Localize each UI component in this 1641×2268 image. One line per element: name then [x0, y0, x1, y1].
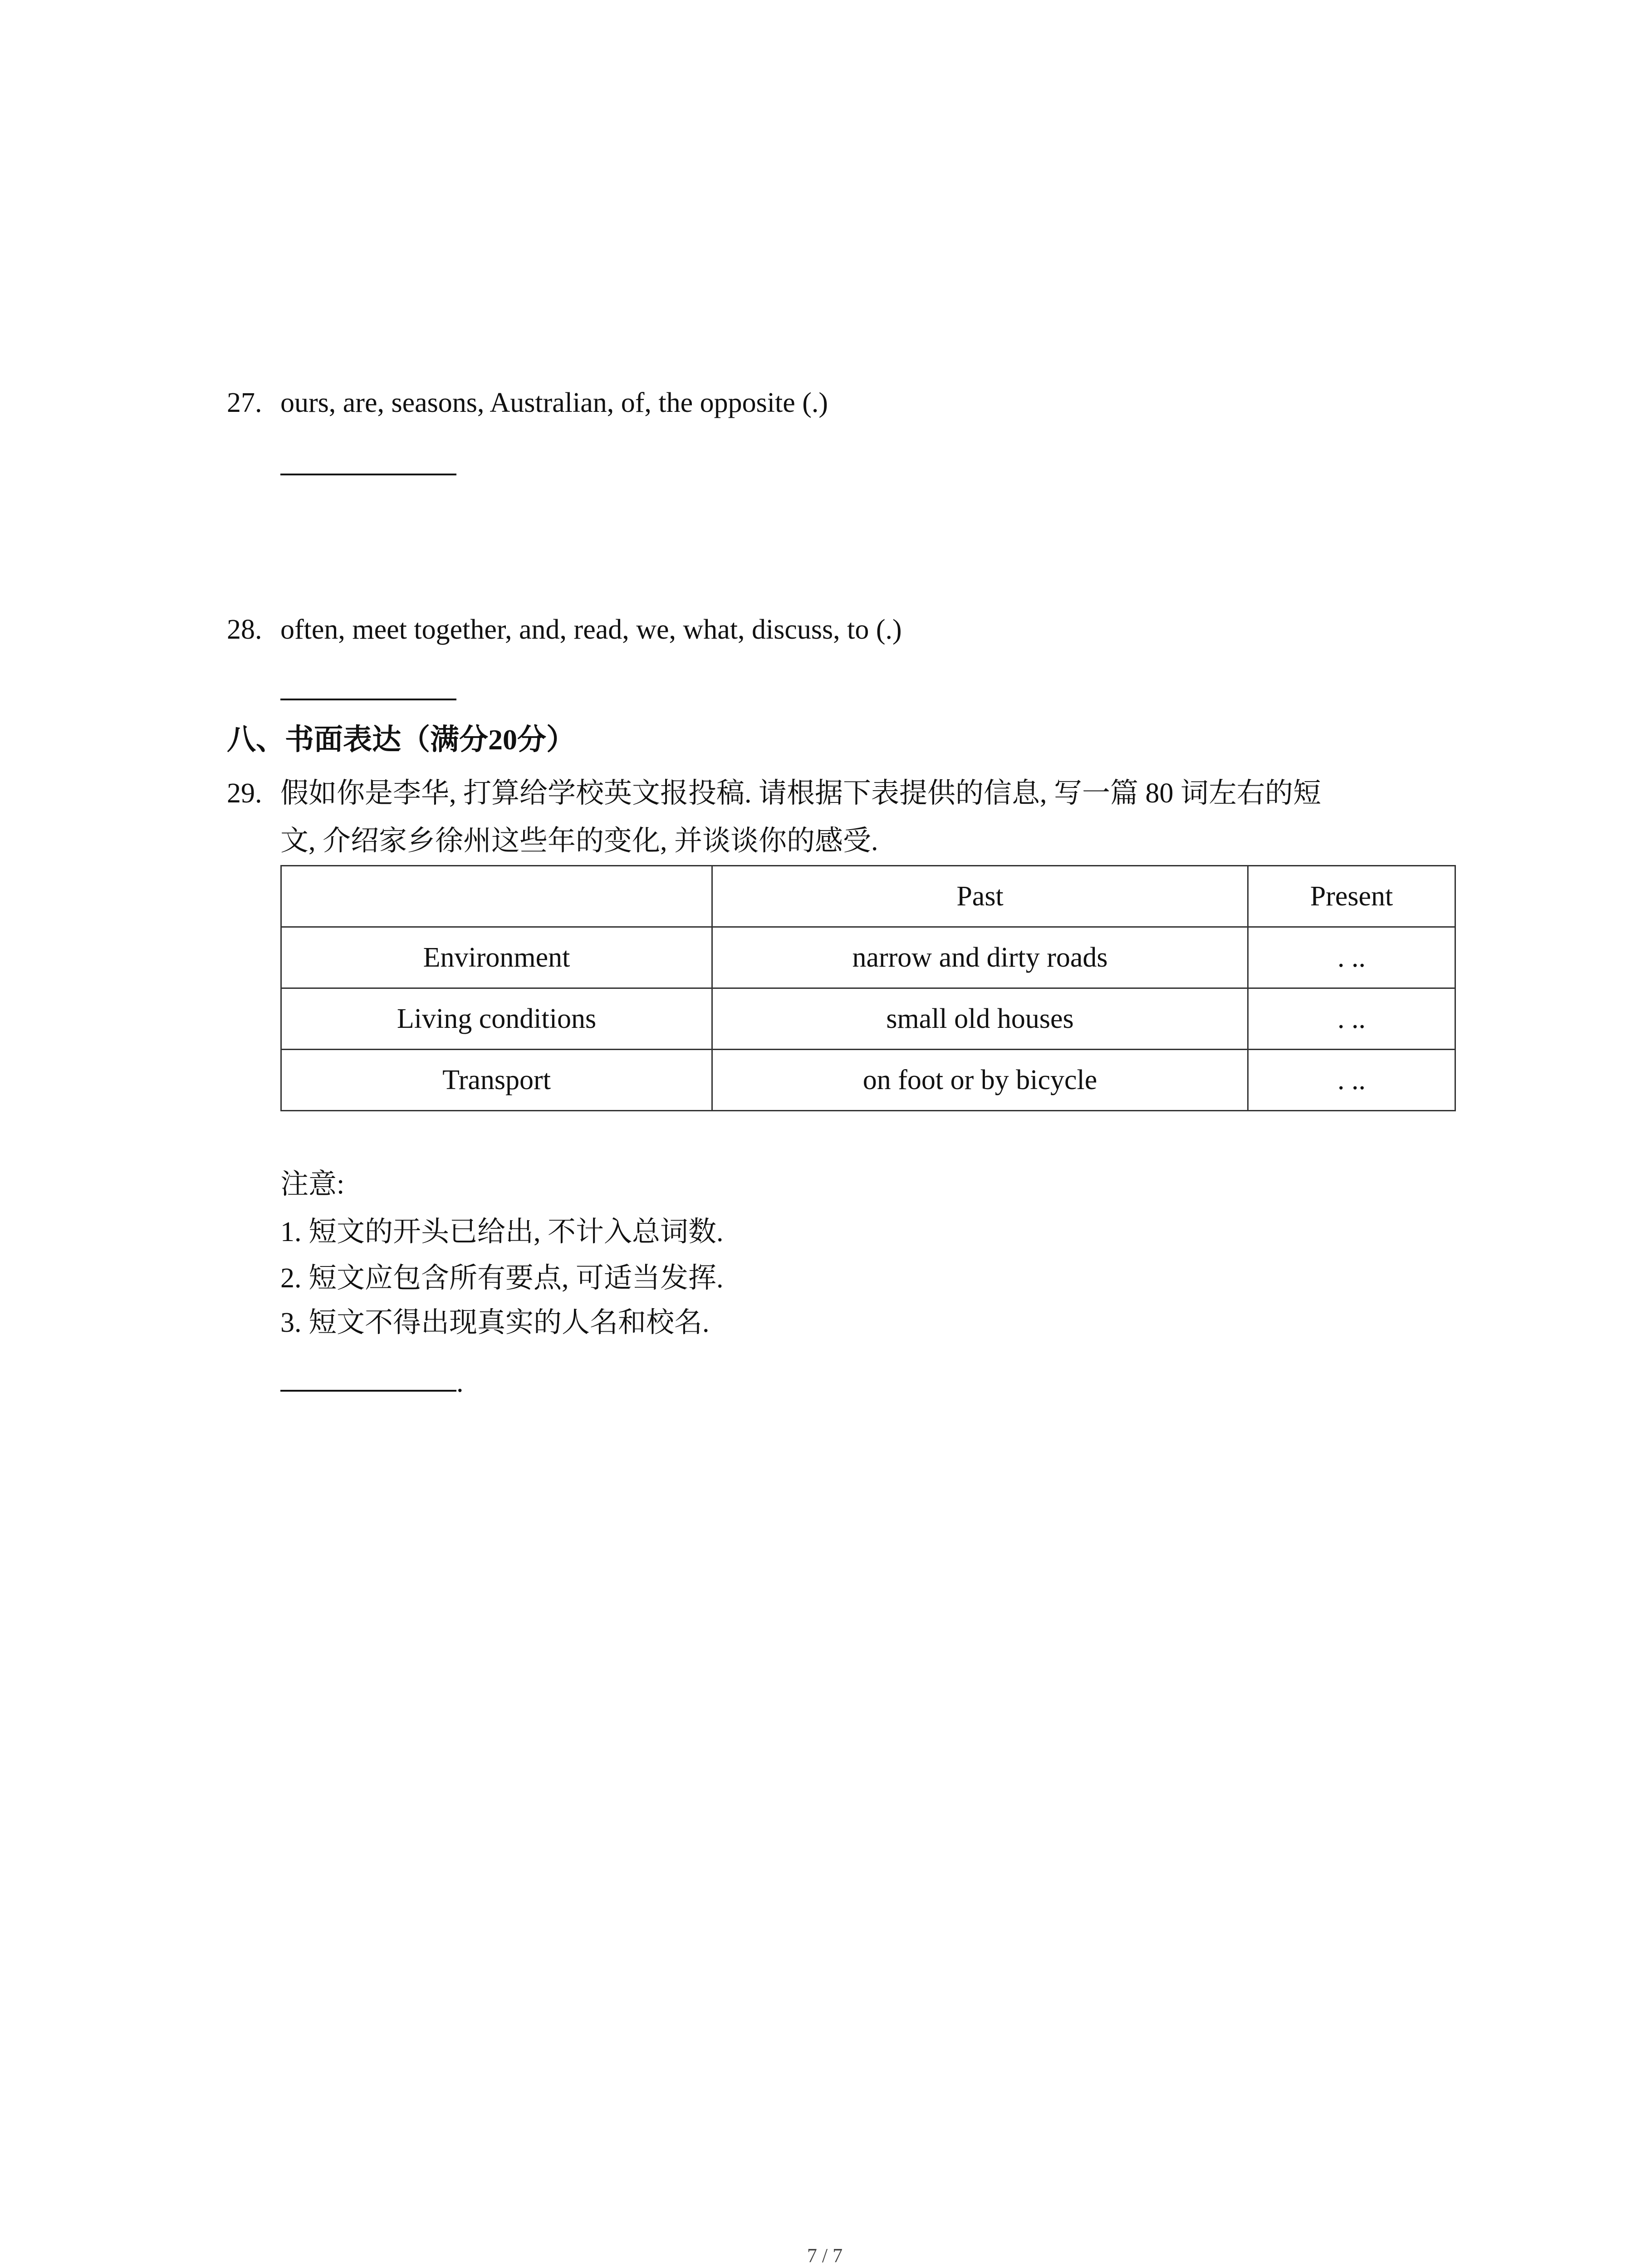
- table-cell: on foot or by bicycle: [712, 1050, 1248, 1111]
- notes-title: 注意:: [280, 1169, 345, 1200]
- table-cell: small old houses: [712, 988, 1248, 1050]
- question-number: 28.: [227, 614, 262, 645]
- table-cell: Living conditions: [281, 988, 712, 1050]
- answer-blank-27: [280, 474, 456, 475]
- answer-blank-29: [280, 1362, 456, 1392]
- table-header-cell: [281, 866, 712, 927]
- answer-line-29: [280, 1362, 464, 1398]
- table-row: [281, 1050, 1455, 1111]
- table-cell: Transport: [281, 1050, 712, 1111]
- question-number: 29.: [227, 778, 262, 809]
- question-text: ours, are, seasons, Australian, of, the opposite (.): [280, 387, 828, 418]
- question-text: 假如你是李华, 打算给学校英文报投稿. 请根据下表提供的信息, 写一篇 80 词左右的短: [280, 778, 1322, 809]
- info-table: [280, 865, 1456, 1111]
- note-item: 3. 短文不得出现真实的人名和校名.: [280, 1307, 710, 1338]
- table-header-cell: Present: [1248, 866, 1455, 927]
- table-row: [281, 988, 1455, 1050]
- question-27: [227, 385, 828, 421]
- question-29-line-1: [227, 775, 1321, 811]
- question-29-line-2: 文, 介绍家乡徐州这些年的变化, 并谈谈你的感受.: [280, 826, 878, 856]
- note-item: 1. 短文的开头已给出, 不计入总词数.: [280, 1217, 724, 1247]
- section-heading: 八、书面表达（满分20分）: [227, 723, 575, 756]
- table-row: [281, 927, 1455, 988]
- table-header-cell: Past: [712, 866, 1248, 927]
- table-cell: . ..: [1248, 988, 1455, 1050]
- question-number: 27.: [227, 387, 262, 418]
- table-cell: narrow and dirty roads: [712, 927, 1248, 988]
- table-cell: . ..: [1248, 1050, 1455, 1111]
- note-item: 2. 短文应包含所有要点, 可适当发挥.: [280, 1263, 724, 1294]
- question-text: often, meet together, and, read, we, what, discuss, to (.): [280, 614, 902, 645]
- table-cell: Environment: [281, 927, 712, 988]
- question-28: [227, 611, 902, 648]
- answer-suffix: .: [456, 1367, 464, 1398]
- table-cell: . ..: [1248, 927, 1455, 988]
- page-number: 7 / 7: [807, 2244, 843, 2267]
- table-header-row: [281, 866, 1455, 927]
- answer-blank-28: [280, 699, 456, 700]
